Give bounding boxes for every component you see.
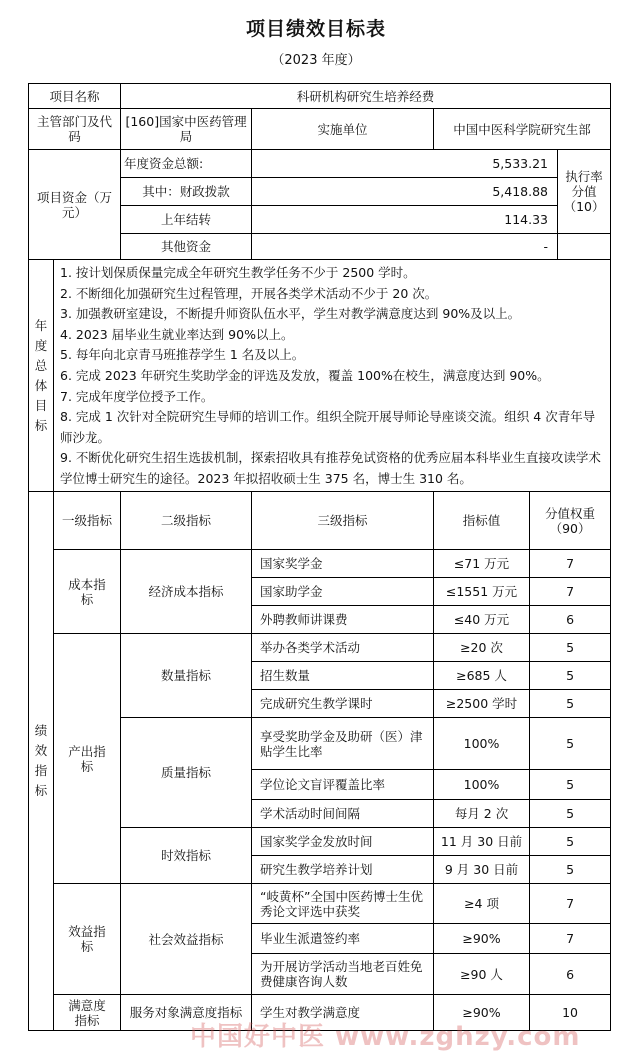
level3-indicator: 毕业生派遣签约率 (252, 924, 434, 954)
fund-total-value: 5,533.21 (252, 150, 558, 178)
page-title: 项目绩效目标表 (245, 18, 386, 40)
goal-item: 6. 完成 2023 年研究生奖助学金的评选及发放，覆盖 100%在校生，满意度达到 90%。 (60, 367, 550, 383)
indicator-value: 9 月 30 日前 (434, 856, 530, 884)
col-header-level3: 三级指标 (252, 492, 434, 550)
indicator-value: 11 月 30 日前 (434, 828, 530, 856)
indicator-value: ≥90% (434, 924, 530, 954)
goal-item: 3. 加强教研室建设，不断提升师资队伍水平，学生对教学满意度达到 90%及以上。 (60, 306, 521, 322)
fund-other-value: - (252, 234, 558, 260)
goal-item: 7. 完成年度学位授予工作。 (60, 388, 214, 404)
fund-fiscal-value: 5,418.88 (252, 178, 558, 206)
funds-label: 项目资金（万元） (29, 150, 121, 260)
level2-indicator: 服务对象满意度指标 (121, 995, 252, 1031)
dept-value: [160]国家中医药管理局 (121, 109, 252, 150)
level3-indicator: 研究生教学培养计划 (252, 856, 434, 884)
level3-indicator: 国家奖学金发放时间 (252, 828, 434, 856)
level1-indicator: 产出指标 (54, 634, 121, 884)
indicator-row (29, 634, 611, 662)
indicator-value: ≥4 项 (434, 884, 530, 924)
indicator-row (29, 884, 611, 924)
indicator-weight: 7 (530, 924, 611, 954)
indicator-weight: 5 (530, 800, 611, 828)
col-header-value: 指标值 (434, 492, 530, 550)
level2-indicator: 经济成本指标 (121, 550, 252, 634)
indicator-weight: 6 (530, 606, 611, 634)
indicator-row (29, 995, 611, 1031)
annual-goals-row (29, 260, 611, 492)
goal-item: 9. 不断优化研究生招生选拔机制，探索招收具有推荐免试资格的优秀应届本科毕业生直接攻读学术学位博士研究生的途径。2023 年拟招收硕士生 375 名，博士生 310 名。 (60, 450, 601, 486)
exec-rate-score-label: 执行率分值（10） (558, 150, 611, 234)
goal-item: 8. 完成 1 次针对全院研究生导师的培训工作。组织全院开展导师论导座谈交流。组织 4 次青年导师沙龙。 (60, 409, 596, 445)
indicator-section-label: 绩效指标 (29, 492, 54, 1031)
indicator-value: ≥20 次 (434, 634, 530, 662)
indicator-value: ≥685 人 (434, 662, 530, 690)
level3-indicator: 为开展访学活动当地老百姓免费健康咨询人数 (252, 954, 434, 995)
fund-carry-label: 上年结转 (121, 206, 252, 234)
fund-total-row (29, 150, 611, 178)
level1-indicator: 成本指标 (54, 550, 121, 634)
fiscal-year: （2023 年度） (271, 53, 361, 68)
indicator-value: ≤40 万元 (434, 606, 530, 634)
level3-indicator: “岐黄杯”全国中医药博士生优秀论文评选中获奖 (252, 884, 434, 924)
level3-indicator: 举办各类学术活动 (252, 634, 434, 662)
indicator-weight: 5 (530, 634, 611, 662)
level3-indicator: 学位论文盲评覆盖比率 (252, 770, 434, 800)
level1-indicator: 效益指标 (54, 884, 121, 995)
goal-item: 5. 每年向北京青马班推荐学生 1 名及以上。 (60, 347, 305, 363)
level3-indicator: 学术活动时间间隔 (252, 800, 434, 828)
indicator-value: 每月 2 次 (434, 800, 530, 828)
indicator-value: ≥2500 学时 (434, 690, 530, 718)
fund-total-label: 年度资金总额: (121, 150, 252, 178)
project-name-row (29, 84, 611, 109)
dept-label: 主管部门及代码 (29, 109, 121, 150)
indicator-weight: 6 (530, 954, 611, 995)
level1-indicator: 满意度指标 (54, 995, 121, 1031)
level3-indicator: 国家助学金 (252, 578, 434, 606)
fund-fiscal-label: 其中：财政拨款 (121, 178, 252, 206)
level2-indicator: 质量指标 (121, 718, 252, 828)
indicator-weight: 5 (530, 690, 611, 718)
indicator-row (29, 550, 611, 578)
indicator-weight: 5 (530, 718, 611, 770)
indicator-weight: 5 (530, 770, 611, 800)
goal-item: 1. 按计划保质保量完成全年研究生教学任务不少于 2500 学时。 (60, 265, 416, 280)
indicator-value: 100% (434, 770, 530, 800)
indicator-weight: 7 (530, 550, 611, 578)
performance-table (28, 83, 611, 1031)
level3-indicator: 外聘教师讲课费 (252, 606, 434, 634)
col-header-weight: 分值权重（90） (530, 492, 611, 550)
project-name-label: 项目名称 (29, 84, 121, 109)
fund-other-label: 其他资金 (121, 234, 252, 260)
fund-carry-value: 114.33 (252, 206, 558, 234)
goal-item: 4. 2023 届毕业生就业率达到 90%以上。 (60, 326, 294, 342)
goal-item: 2. 不断细化加强研究生过程管理，开展各类学术活动不少于 20 次。 (60, 285, 438, 301)
level3-indicator: 完成研究生教学课时 (252, 690, 434, 718)
indicator-weight: 5 (530, 856, 611, 884)
level3-indicator: 国家奖学金 (252, 550, 434, 578)
indicator-value: ≤1551 万元 (434, 578, 530, 606)
indicator-weight: 7 (530, 578, 611, 606)
department-row (29, 109, 611, 150)
indicator-value: 100% (434, 718, 530, 770)
indicator-value: ≤71 万元 (434, 550, 530, 578)
annual-goals-label: 年度总体目标 (29, 260, 54, 492)
project-name: 科研机构研究生培养经费 (121, 84, 611, 109)
level2-indicator: 社会效益指标 (121, 884, 252, 995)
impl-value: 中国中医科学院研究生部 (434, 109, 611, 150)
indicator-value: ≥90% (434, 995, 530, 1031)
site-watermark: 中国好中医 www.zghzy.com (190, 1022, 581, 1052)
indicator-weight: 7 (530, 884, 611, 924)
annual-goals-content (54, 260, 611, 492)
level2-indicator: 时效指标 (121, 828, 252, 884)
level3-indicator: 招生数量 (252, 662, 434, 690)
fund-other-score (558, 234, 611, 260)
col-header-level2: 二级指标 (121, 492, 252, 550)
indicator-value: ≥90 人 (434, 954, 530, 995)
level3-indicator: 学生对教学满意度 (252, 995, 434, 1031)
impl-label: 实施单位 (252, 109, 434, 150)
indicator-weight: 10 (530, 995, 611, 1031)
indicator-weight: 5 (530, 662, 611, 690)
indicator-header-row (29, 492, 611, 550)
col-header-level1: 一级指标 (54, 492, 121, 550)
indicator-weight: 5 (530, 828, 611, 856)
level3-indicator: 享受奖助学金及助研（医）津贴学生比率 (252, 718, 434, 770)
level2-indicator: 数量指标 (121, 634, 252, 718)
